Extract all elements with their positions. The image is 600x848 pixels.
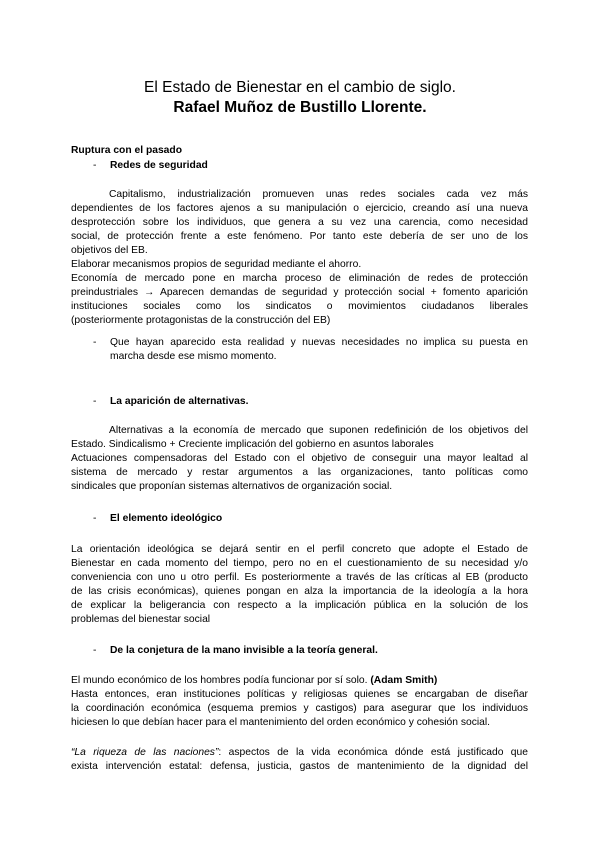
paragraph-line	[71, 674, 437, 688]
bullet-line: Que hayan aparecido esta realidad y nuevas necesidades no implica su puesta en	[110, 337, 528, 348]
bullet-dash: -	[93, 645, 97, 656]
paragraph-line	[71, 746, 528, 760]
paragraph-line: exista intervención estatal: defensa, justicia, gastos de mantenimiento de la dignidad del	[71, 761, 528, 772]
paragraph-line: hiciesen lo que debían hacer para el mantenimiento del orden económico y cohesión social.	[71, 717, 490, 728]
paragraph-line: Alternativas a la economía de mercado que suponen redefinición de los objetivos del	[109, 425, 528, 436]
paragraph-line: instituciones sociales como los sindicatos o movimientos ciudadanos liberales	[71, 301, 528, 312]
paragraph-text: : aspectos de la vida económica dónde está justificado que	[218, 747, 528, 758]
subheading-redes: Redes de seguridad	[110, 160, 208, 171]
paragraph-line: dependientes de los factores ajenos a su manipulación o ejercicio, creando así una nueva	[71, 203, 528, 214]
bullet-dash: -	[93, 337, 97, 348]
paragraph-line: Actuaciones compensadoras del Estado con el objetivo de conseguir una mayor lealtad al	[71, 453, 528, 464]
paragraph-line: sindicales que proponían sistemas alternativos de organización social.	[71, 481, 393, 492]
paragraph-line: La orientación ideológica se dejará sentir en el perfil concreto que adopte el Estado de	[71, 544, 528, 555]
paragraph-line: conveniencia con uno u otro perfil. Es posteriormente a través de las críticas al EB (producto	[71, 572, 528, 583]
section-heading-ruptura: Ruptura con el pasado	[71, 145, 182, 156]
bullet-dash: -	[93, 513, 97, 524]
adam-smith-text: El mundo económico de los hombres podía funcionar por sí solo.	[71, 675, 368, 686]
paragraph-line: problemas del bienestar social	[71, 614, 211, 625]
paragraph-line: Capitalismo, industrialización promueven unas redes sociales cada vez más	[109, 189, 528, 200]
paragraph-line: de las crisis económicas), quienes pongan en alza la importancia de la ideología a la hora	[71, 586, 528, 597]
paragraph-line: Bienestar en cada momento del tiempo, pero no en el cuestionamiento de su necesidad y/o	[71, 558, 528, 569]
section-heading-alternativas: La aparición de alternativas.	[110, 396, 249, 407]
paragraph-line: Elaborar mecanismos propios de seguridad mediante el ahorro.	[71, 259, 362, 270]
section-heading-mano-invisible: De la conjetura de la mano invisible a la teoría general.	[110, 645, 378, 656]
document-author: Rafael Muñoz de Bustillo Llorente.	[173, 99, 427, 116]
paragraph-line: Hasta entonces, eran instituciones políticas y religiosas quienes se encargaban de diseñar	[71, 689, 528, 700]
paragraph-line: preindustriales → Aparecen demandas de seguridad y protección social + fomento aparición	[71, 287, 528, 298]
paragraph-line: desprotección sobre los individuos, que genera a su vez una carencia, como necesidad	[71, 217, 528, 228]
paragraph-line: sistema de mercado y restar argumentos a las organizaciones, tanto políticas como	[71, 467, 528, 478]
paragraph-line: (posteriormente protagonistas de la construcción del EB)	[71, 315, 331, 326]
paragraph-line: Estado. Sindicalismo + Creciente implicación del gobierno en asuntos laborales	[71, 439, 434, 450]
adam-smith-attribution: (Adam Smith)	[370, 675, 438, 686]
paragraph-line: objetivos del EB.	[71, 245, 148, 256]
document-title: El Estado de Bienestar en el cambio de siglo.	[144, 79, 456, 96]
bullet-line: marcha desde ese mismo momento.	[110, 351, 277, 362]
bullet-dash: -	[93, 396, 97, 407]
paragraph-line: de explicar la beligerancia con respecto a la implicación pública en la solución de los	[71, 600, 528, 611]
paragraph-line: social, de protección frente a este fenómeno. Por tanto este debería de ser uno de los	[71, 231, 528, 242]
paragraph-line: la coordinación económica (esquema premios y castigos) para asegurar que los individuos	[71, 703, 528, 714]
bullet-dash: -	[93, 160, 97, 171]
section-heading-ideologico: El elemento ideológico	[110, 513, 223, 524]
paragraph-line: Economía de mercado pone en marcha proceso de eliminación de redes de protección	[71, 273, 528, 284]
book-title: “La riqueza de las naciones”	[71, 747, 219, 758]
